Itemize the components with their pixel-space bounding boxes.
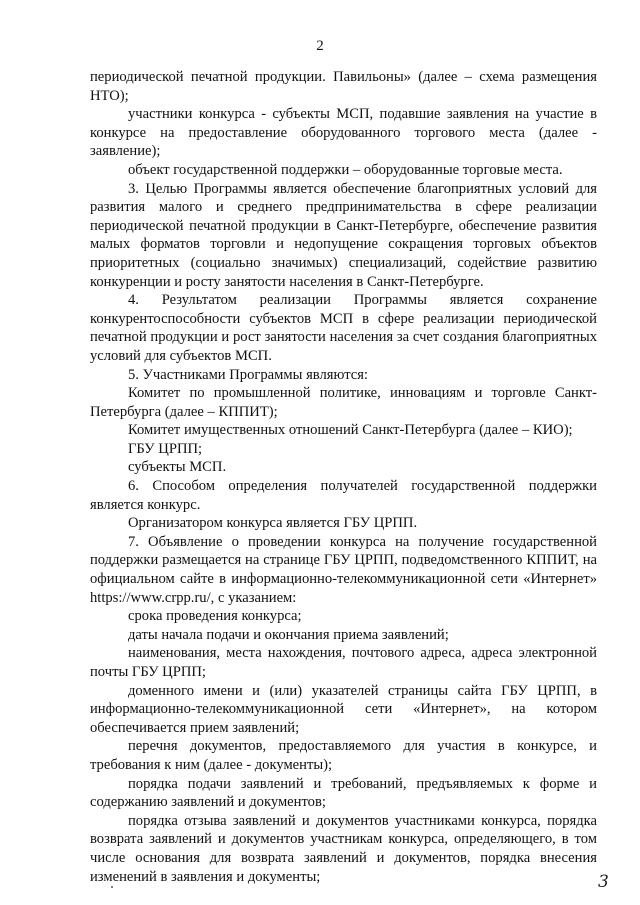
document-body	[90, 68, 597, 886]
list-item-kio: Комитет имущественных отношений Санкт-Петербурга (далее – КИО);	[128, 422, 573, 439]
list-item-address: наименования, места нахождения, почтового адреса, адреса электронной почты ГБУ ЦРПП;	[90, 645, 597, 680]
scan-speck	[111, 886, 113, 888]
paragraph-support-object: объект государственной поддержки – оборудованные торговые места.	[128, 161, 563, 178]
paragraph-organizer: Организатором конкурса является ГБУ ЦРПП.	[128, 515, 418, 532]
paragraph-nto-scheme: периодической печатной продукции. Павильоны» (далее – схема размещения НТО);	[90, 69, 597, 104]
paragraph-3-goal: 3. Целью Программы является обеспечение благоприятных условий для развития малого и среднего предпринимательства в сфере реализации периодической печатной продукции в Санкт-Петербурге, обеспечение развития малых форматов торговли и недопущение сокращения торговых объектов приоритетных (социально значимых) специализаций, содействие развитию конкуренции и росту занятости населения в Санкт-Петербурге.	[90, 180, 597, 290]
list-item-application-dates: даты начала подачи и окончания приема заявлений;	[128, 626, 449, 643]
list-item-withdrawal-procedure: порядка отзыва заявлений и документов участниками конкурса, порядка возврата заявлений и документов участникам конкурса, определяющего, в том числе основания для возврата заявлений и документов, порядка внесения изменений в заявления и документы;	[90, 812, 597, 885]
list-item-kppit: Комитет по промышленной политике, инновациям и торговле Санкт-Петербурга (далее – КППИТ);	[90, 385, 597, 420]
list-item-domain-name: доменного имени и (или) указателей страницы сайта ГБУ ЦРПП, в информационно-телекоммуникационной сети «Интернет», на котором обеспечивается прием заявлений;	[90, 682, 597, 736]
page-number: 2	[316, 38, 324, 54]
handwritten-page-mark: 3	[598, 872, 609, 892]
paragraph-5-participants: 5. Участниками Программы являются:	[128, 366, 368, 383]
paragraph-6-method: 6. Способом определения получателей государственной поддержки является конкурс.	[90, 478, 597, 513]
list-item-submission-procedure: порядка подачи заявлений и требований, предъявляемых к форме и содержанию заявлений и документов;	[90, 775, 597, 811]
paragraph-contest-participants: участники конкурса - субъекты МСП, подавшие заявления на участие в конкурсе на предоставление оборудованного торгового места (далее - заявление);	[90, 106, 597, 160]
list-item-contest-period: срока проведения конкурса;	[128, 608, 302, 625]
paragraph-4-result: 4. Результатом реализации Программы является сохранение конкурентоспособности субъектов МСП в сфере реализации периодической печатной продукции и рост занятости населения за счет создания благоприятных условий для субъектов МСП.	[90, 292, 597, 364]
list-item-gbu-crpp: ГБУ ЦРПП;	[128, 440, 203, 457]
paragraph-7-announcement: 7. Объявление о проведении конкурса на получение государственной поддержки размещается на странице ГБУ ЦРПП, подведомственного КППИТ, на официальном сайте в информационно-телекоммуникационной сети «Интернет» https://www.crpp.ru/, с указанием:	[90, 533, 597, 606]
list-item-documents-list: перечня документов, предоставляемого для участия в конкурсе, и требования к ним (далее - документы);	[90, 738, 597, 773]
list-item-msp: субъекты МСП.	[128, 459, 227, 476]
